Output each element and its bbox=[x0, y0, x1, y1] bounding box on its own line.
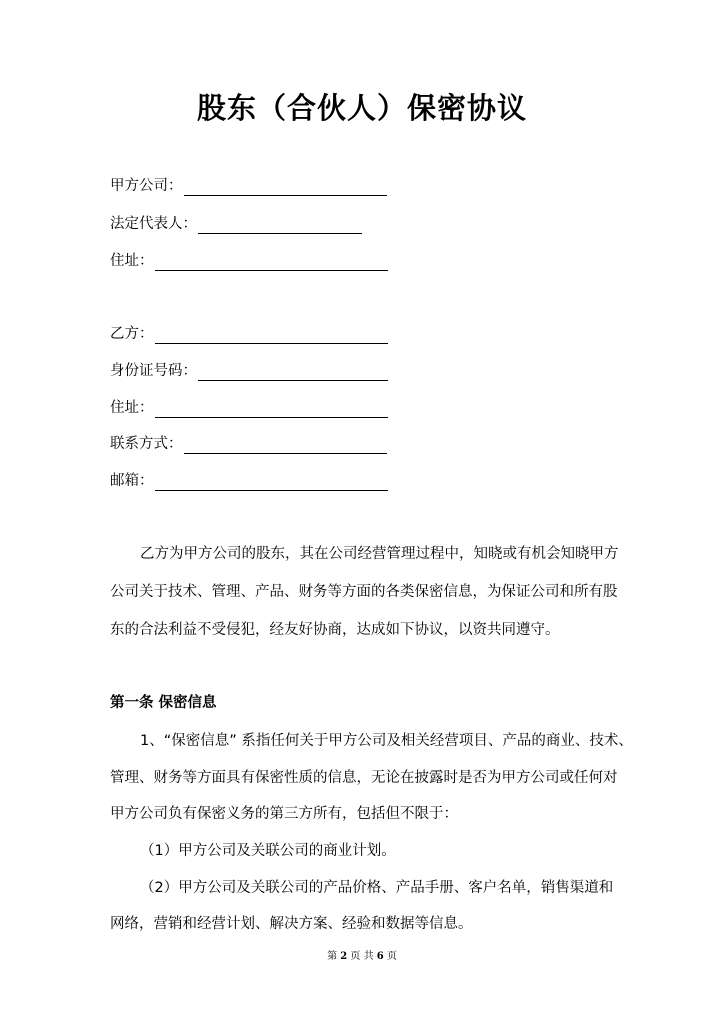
party-b-name-label: 乙方： bbox=[110, 326, 154, 342]
party-a-legal-rep-label: 法定代表人： bbox=[110, 216, 197, 232]
party-b-email-blank bbox=[155, 474, 388, 491]
article-1-line: 管理、财务等方面具有保密性质的信息，无论在披露时是否为甲方公司或任何对 bbox=[110, 770, 618, 786]
page-footer bbox=[0, 950, 724, 964]
total-page-count: 6 bbox=[376, 951, 384, 962]
party-b-id-field bbox=[110, 361, 388, 381]
intro-line: 公司关于技术、管理、产品、财务等方面的各类保密信息，为保证公司和所有股 bbox=[110, 584, 618, 600]
intro-line: 东的合法利益不受侵犯，经友好协商，达成如下协议，以资共同遵守。 bbox=[110, 622, 560, 638]
party-b-name-field bbox=[110, 324, 388, 344]
article-1-line: 网络，营销和经营计划、解决方案、经验和数据等信息。 bbox=[110, 916, 473, 932]
party-b-email-field bbox=[110, 471, 388, 491]
party-a-legal-rep-field bbox=[110, 214, 362, 234]
party-a-address-field bbox=[110, 251, 388, 271]
current-page-number: 2 bbox=[340, 951, 348, 962]
article-1-item: （2）甲方公司及关联公司的产品价格、产品手册、客户名单，销售渠道和 bbox=[140, 880, 614, 896]
footer-middle: 页 共 bbox=[350, 951, 374, 962]
party-a-company-blank bbox=[184, 179, 387, 196]
party-a-company-label: 甲方公司： bbox=[110, 178, 183, 194]
party-b-address-field bbox=[110, 398, 388, 418]
article-1-line: 甲方公司负有保密义务的第三方所有，包括但不限于： bbox=[110, 806, 458, 822]
article-1-line: 1、“保密信息” 系指任何关于甲方公司及相关经营项目、产品的商业、技术、 bbox=[140, 733, 633, 749]
footer-suffix: 页 bbox=[386, 951, 397, 962]
footer-prefix: 第 bbox=[327, 951, 338, 962]
document-title: 股东（合伙人）保密协议 bbox=[196, 91, 527, 125]
article-1-item: （1）甲方公司及关联公司的商业计划。 bbox=[140, 843, 396, 859]
intro-line: 乙方为甲方公司的股东，其在公司经营管理过程中，知晓或有机会知晓甲方 bbox=[140, 546, 619, 562]
party-a-company-field bbox=[110, 176, 387, 196]
party-a-address-label: 住址： bbox=[110, 253, 154, 269]
party-b-address-blank bbox=[155, 401, 388, 418]
article-1-heading: 第一条 保密信息 bbox=[110, 695, 217, 711]
party-b-name-blank bbox=[155, 327, 388, 344]
party-b-id-label: 身份证号码： bbox=[110, 363, 197, 379]
party-b-contact-blank bbox=[184, 437, 387, 454]
party-b-email-label: 邮箱： bbox=[110, 473, 154, 489]
party-b-id-blank bbox=[198, 364, 388, 381]
party-b-contact-label: 联系方式： bbox=[110, 436, 183, 452]
party-a-address-blank bbox=[155, 254, 388, 271]
party-b-contact-field bbox=[110, 434, 387, 454]
party-b-address-label: 住址： bbox=[110, 400, 154, 416]
party-a-legal-rep-blank bbox=[198, 217, 362, 234]
